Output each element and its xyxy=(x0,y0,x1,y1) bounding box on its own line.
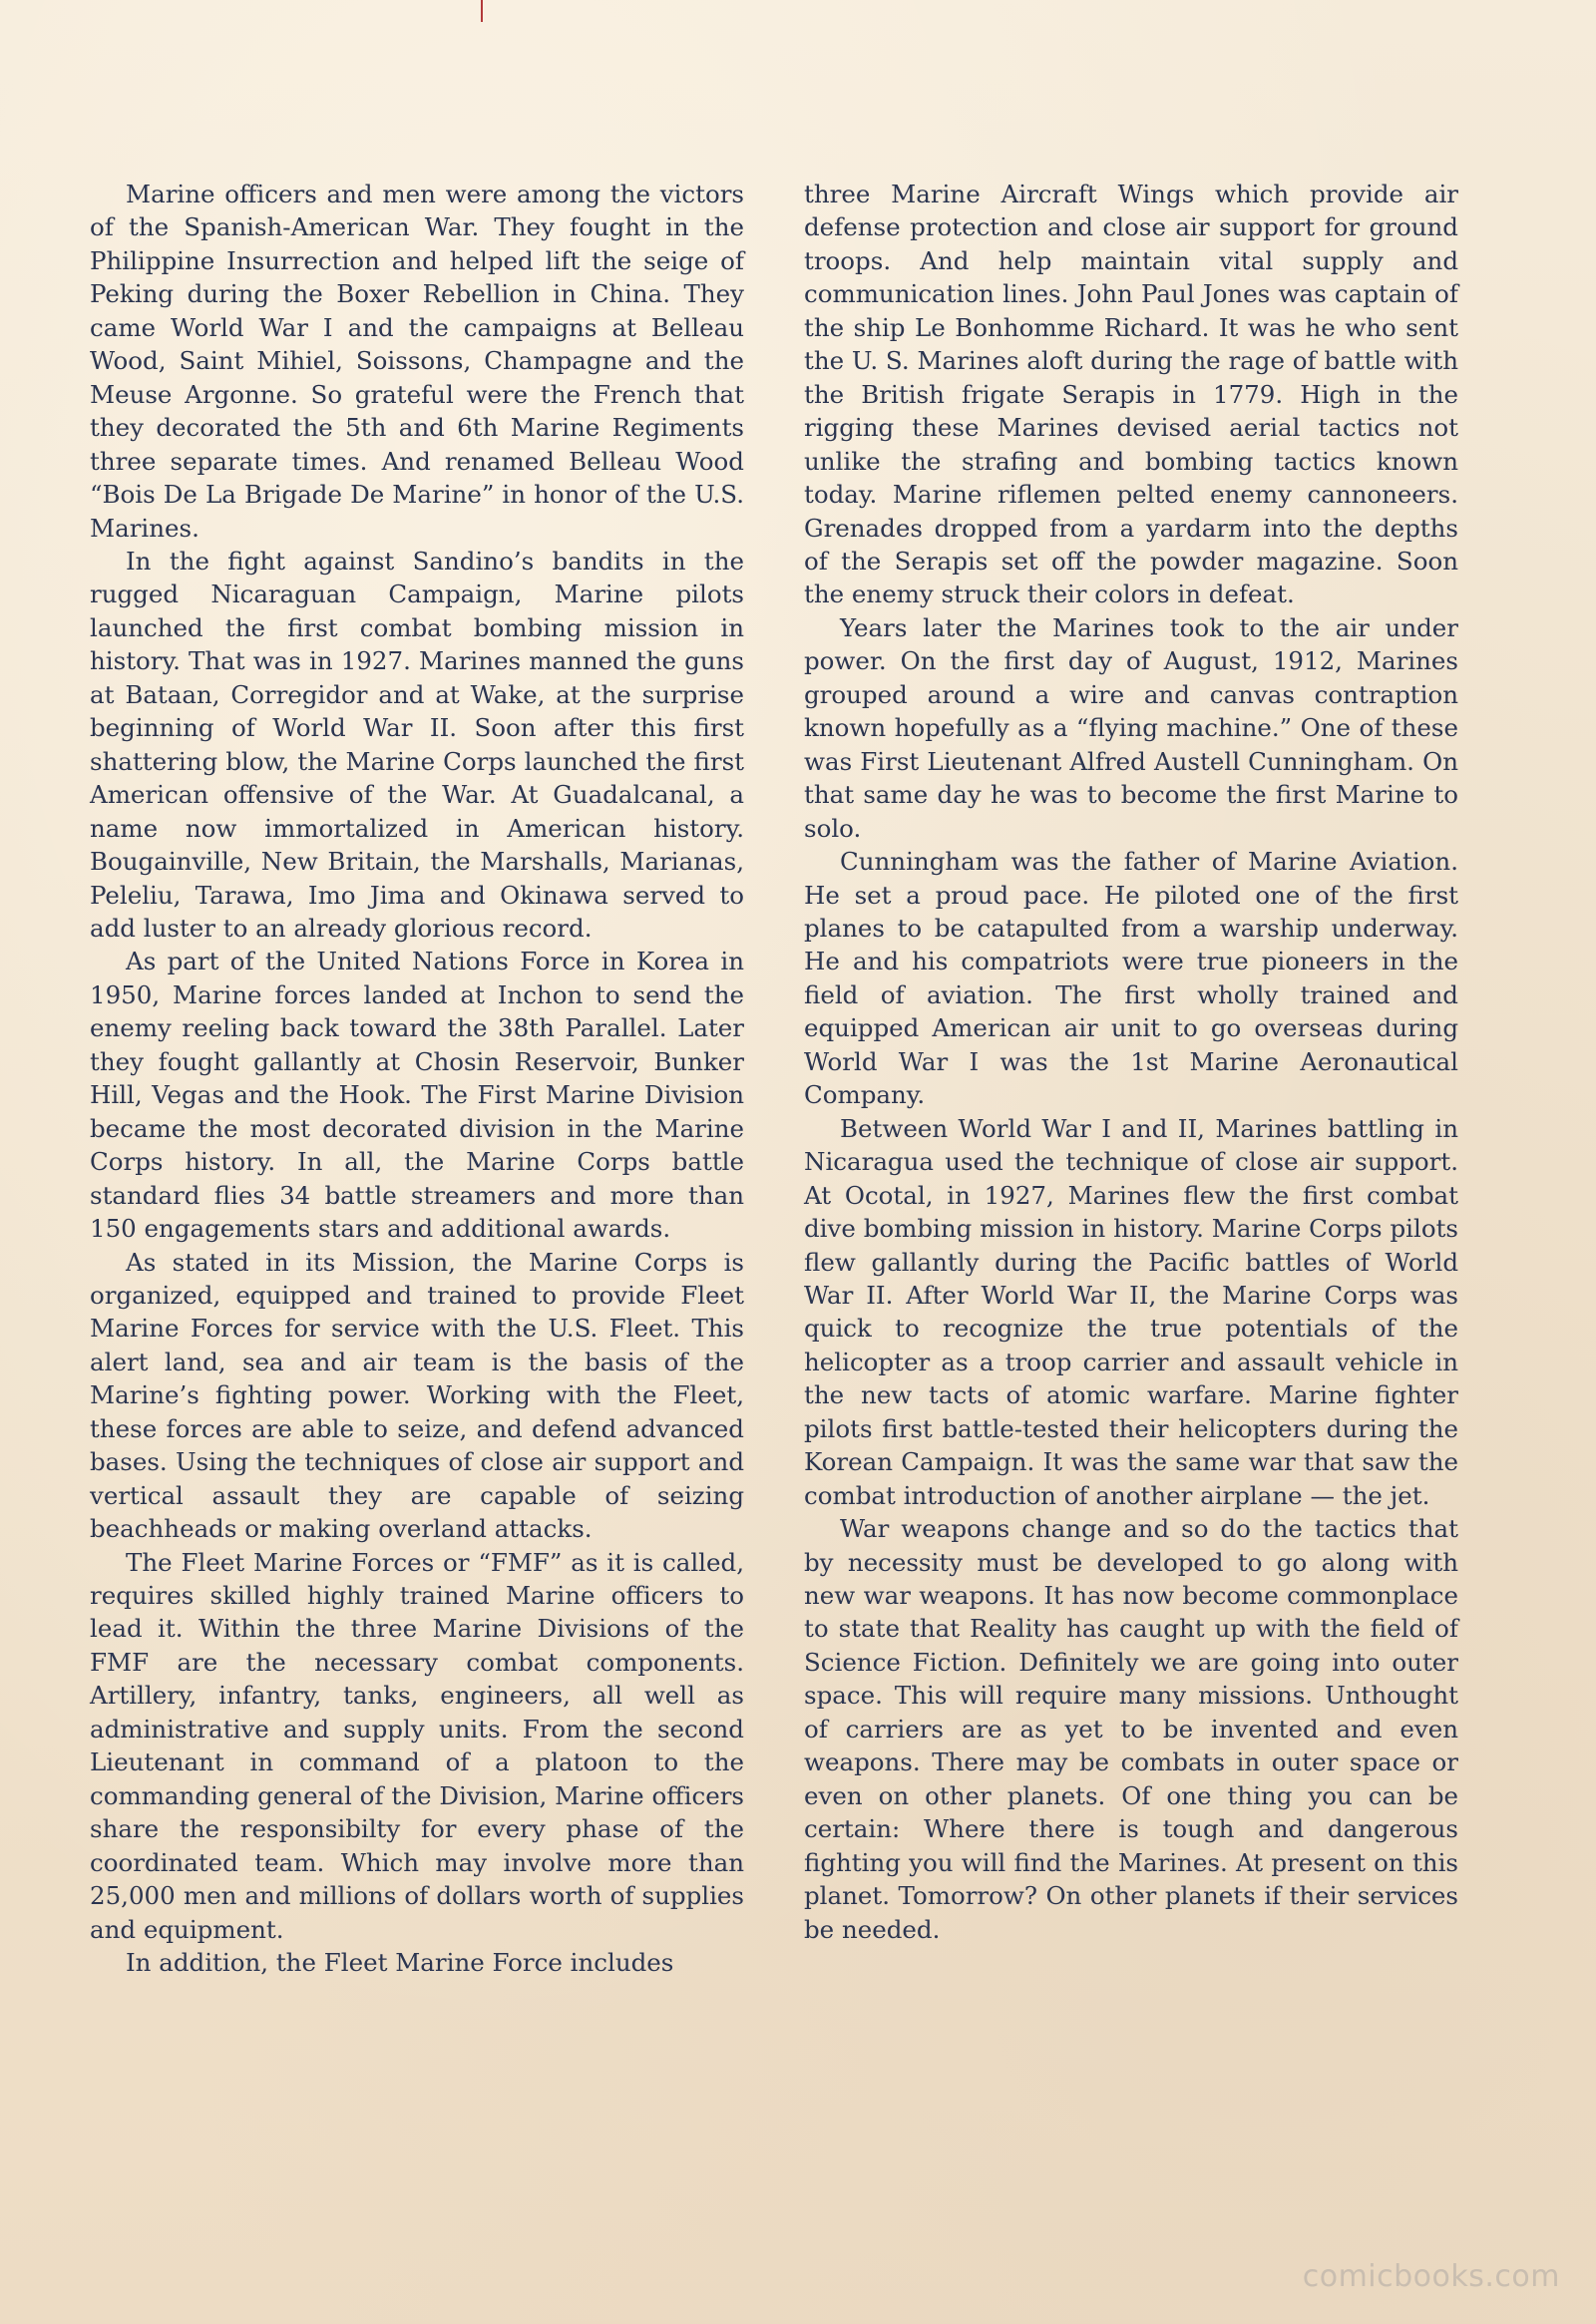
paragraph: The Fleet Marine Forces or “FMF” as it is called, requires skilled highly trained Marine officers to lead it. Within the three Marine Divisions of the FMF are the necessary combat components. Artillery, infantry, tanks, engineers, all well as administrative and supply units. From the second Lieutenant in command of a platoon to the commanding general of the Division, Marine officers share the responsibilty for every phase of the coordinated team. Which may involve more than 25,000 men and millions of dollars worth of supplies and equipment. xyxy=(90,1547,744,1944)
paragraph: In the fight against Sandino’s bandits in the rugged Nicaraguan Campaign, Marine pilots launched the first combat bombing mission in history. That was in 1927. Marines manned the guns at Bataan, Corregidor and at Wake, at the surprise beginning of World War II. Soon after this first shattering blow, the Marine Corps launched the first American offensive of the War. At Guadalcanal, a name now immortalized in American history. Bougainville, New Britain, the Marshalls, Marianas, Peleliu, Tarawa, Imo Jima and Okinawa served to add luster to an already glorious record. xyxy=(90,546,744,943)
paragraph-continued: three Marine Aircraft Wings which provide air defense protection and close air support for ground troops. And help maintain vital supply and communication lines. John Paul Jones was captain of the ship Le Bonhomme Richard. It was he who sent the U. S. Marines aloft during the rage of battle with the British frigate Serapis in 1779. High in the rigging these Marines devised aerial tactics not unlike the strafing and bombing tactics known today. Marine riflemen pelted enemy cannoneers. Grenades dropped from a yardarm into the depths of the Serapis set off the powder magazine. Soon the enemy struck their colors in defeat. xyxy=(804,180,1458,609)
paragraph: As part of the United Nations Force in Korea in 1950, Marine forces landed at Inchon to send the enemy reeling back toward the 38th Parallel. Later they fought gallantly at Chosin Reservoir, Bunker Hill, Vegas and the Hook. The First Marine Division became the most decorated division in the Marine Corps history. In all, the Marine Corps battle standard flies 34 battle streamers and more than 150 engagements stars and additional awards. xyxy=(90,947,744,1244)
paragraph: War weapons change and so do the tactics that by necessity must be developed to go along with new war weapons. It has now become commonplace to state that Reality has caught up with the field of Science Fiction. Definitely we are going into outer space. This will require many missions. Unthought of carriers are as yet to be invented and even weapons. There may be combats in outer space or even on other planets. Of one thing you can be certain: Where there is tough and dangerous fighting you will find the Marines. At present on this planet. Tomorrow? On other planets if their services be needed. xyxy=(804,1514,1458,1944)
paragraph: In addition, the Fleet Marine Force includes xyxy=(126,1948,674,1978)
site-watermark: comicbooks.com xyxy=(1302,2259,1560,2294)
paragraph: As stated in its Mission, the Marine Corps is organized, equipped and trained to provide Fleet Marine Forces for service with the U.S. Fleet. This alert land, sea and air team is the basis of the Marine’s fighting power. Working with the Fleet, these forces are able to seize, and defend advanced bases. Using the techniques of close air support and vertical assault they are capable of seizing beachheads or making overland attacks. xyxy=(90,1247,744,1544)
right-text-column xyxy=(804,178,1458,1946)
paragraph: Cunningham was the father of Marine Aviation. He set a proud pace. He piloted one of the first planes to be catapulted from a warship underway. He and his compatriots were true pioneers in the field of aviation. The first wholly trained and equipped American air unit to go overseas during World War I was the 1st Marine Aeronautical Company. xyxy=(804,847,1458,1110)
paragraph: Years later the Marines took to the air under power. On the first day of August, 1912, Marines grouped around a wire and canvas contraption known hopefully as a “flying machine.” One of these was First Lieutenant Alfred Austell Cunningham. On that same day he was to become the first Marine to solo. xyxy=(804,612,1458,843)
left-text-column xyxy=(90,178,744,1979)
top-edge-mark xyxy=(481,0,483,22)
paragraph: Between World War I and II, Marines battling in Nicaragua used the technique of close air support. At Ocotal, in 1927, Marines flew the first combat dive bombing mission in history. Marine Corps pilots flew gallantly during the Pacific battles of World War II. After World War II, the Marine Corps was quick to recognize the true potentials of the helicopter as a troop carrier and assault vehicle in the new tacts of atomic warfare. Marine fighter pilots first battle-tested their helicopters during the Korean Campaign. It was the same war that saw the combat introduction of another airplane — the jet. xyxy=(804,1113,1458,1510)
paragraph: Marine officers and men were among the victors of the Spanish-American War. They fought in the Philippine Insurrection and helped lift the seige of Peking during the Boxer Rebellion in China. They came World War I and the campaigns at Belleau Wood, Saint Mihiel, Soissons, Champagne and the Meuse Argonne. So grateful were the French that they decorated the 5th and 6th Marine Regiments three separate times. And renamed Belleau Wood “Bois De La Brigade De Marine” in honor of the U.S. Marines. xyxy=(90,180,744,543)
